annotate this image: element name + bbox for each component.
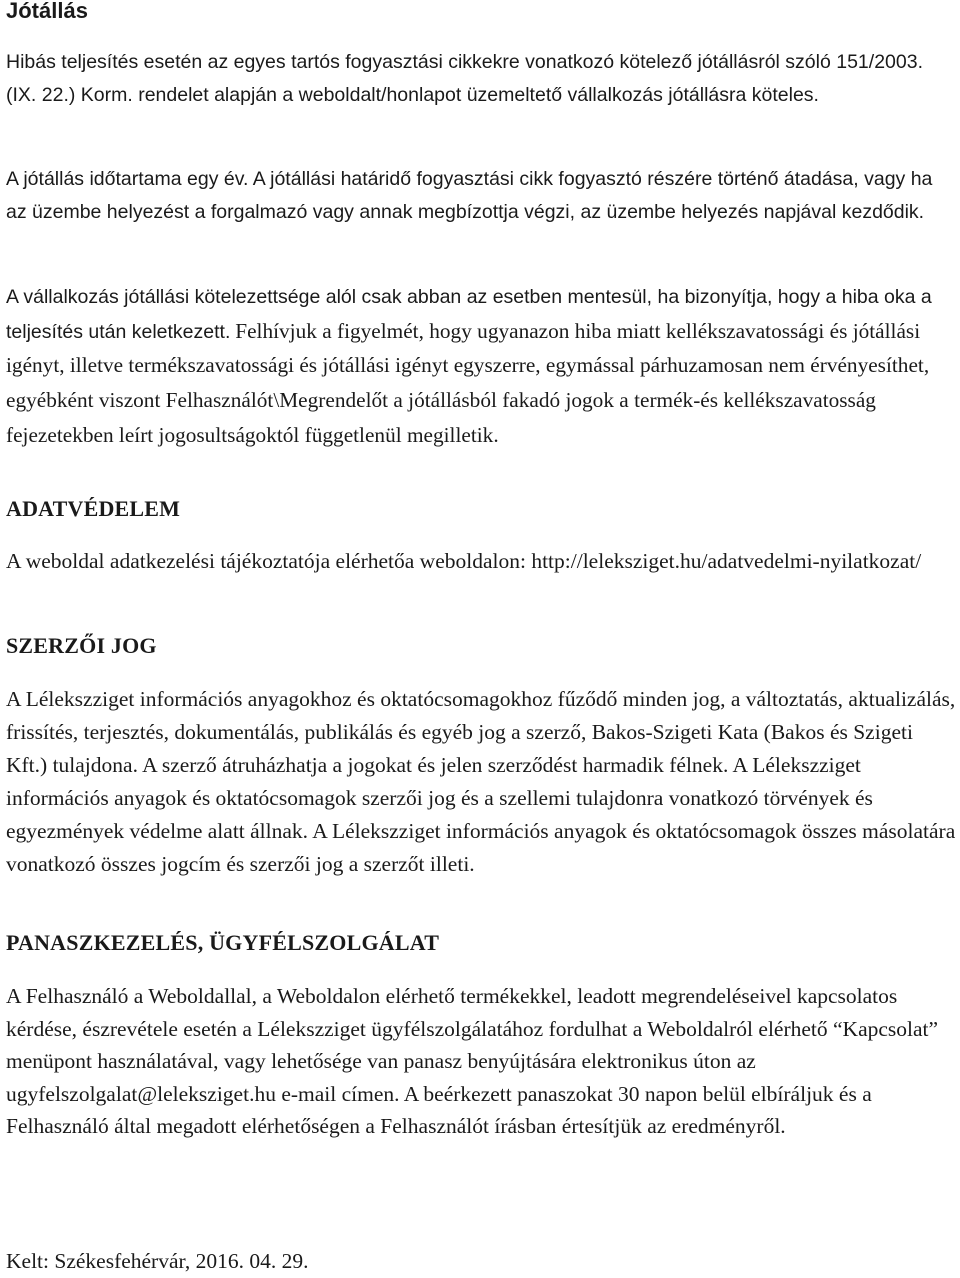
paragraph-panaszkezeles-1: A Felhasználó a Weboldallal, a Weboldalon elérhető termékekkel, leadott megrendeléseivel kapcsolatos kérdése, észrevétele esetén a Lélekszziget ügyfélszolgálatához fordulhat a Weboldalról elérhető “Kapcsolat” menüpont használatával, vagy lehetősége van panasz benyújtására elektronikus úton az ugyfelszolgalat@leleksziget.hu e-mail címen. A beérkezett panaszokat 30 napon belül elbíráljuk és a Felhasználó által megadott elérhetőségen a Felhasználót írásban értesítjük az eredményről. [6, 984, 939, 1138]
section-title-panaszkezeles: PANASZKEZELÉS, ÜGYFÉLSZOLGÁLAT [6, 930, 440, 955]
paragraph-jotallas-2: A jótállás időtartama egy év. A jótállási határidő fogyasztási cikk fogyasztó részére történő átadása, vagy ha az üzembe helyezést a forgalmazó vagy annak megbízottja végzi, az üzembe helyezés napjával kezdődik. [6, 168, 933, 223]
paragraph-adatvedelem-1: A weboldal adatkezelési tájékoztatója elérhetőa weboldalon: http://leleksziget.hu/adatvedelmi-nyilatkozat/ [6, 549, 922, 573]
section-title-szerzoi-jog: SZERZŐI JOG [6, 633, 157, 658]
paragraph-jotallas-3 [6, 281, 956, 454]
signature-date: Kelt: Székesfehérvár, 2016. 04. 29. [6, 1249, 309, 1273]
paragraph-jotallas-1: Hibás teljesítés esetén az egyes tartós fogyasztási cikkekre vonatkozó kötelező jótállásról szóló 151/2003. (IX. 22.) Korm. rendelet alapján a weboldalt/honlapot üzemeltető vállalkozás jótállásra köteles. [6, 51, 923, 106]
paragraph-szerzoi-jog-1: A Lélekszziget információs anyagokhoz és oktatócsomagokhoz fűződő minden jog, a változtatás, aktualizálás, frissítés, terjesztés, dokumentálás, publikálás és egyéb jog a szerző, Bakos-Szigeti Kata (Bakos és Szigeti Kft.) tulajdona. A szerző átruházhatja a jogokat és jelen szerződést harmadik félnek. A Lélekszziget információs anyagok és oktatócsomagok szerzői jog és a szellemi tulajdonra vonatkozó törvények és egyezmények védelme alatt állnak. A Lélekszziget információs anyagok és oktatócsomagok összes másolatára vonatkozó összes jogcím és szerzői jog a szerzőt illeti. [6, 687, 956, 876]
section-title-adatvedelem: ADATVÉDELEM [6, 496, 181, 521]
section-title-jotallas: Jótállás [6, 0, 88, 23]
paragraph-jotallas-3-sans: A vállalkozás jótállási kötelezettsége alól csak abban az esetben mentesül, ha bizonyítja, hogy a hiba oka a teljesítés után keletkezett. [6, 286, 932, 343]
paragraph-jotallas-3-serif: Felhívjuk a figyelmét, hogy ugyanazon hiba miatt kellékszavatossági és jótállási igényt, illetve termékszavatossági és jótállási igényt egyszerre, egymással párhuzamosan nem érvényesíthet, egyébként viszont Felhasználót\Megrendelőt a jótállásból fakadó jogok a termék-és kellékszavatosság fejezetekben leírt jogosultságoktól függetlenül megilletik. [6, 318, 930, 447]
